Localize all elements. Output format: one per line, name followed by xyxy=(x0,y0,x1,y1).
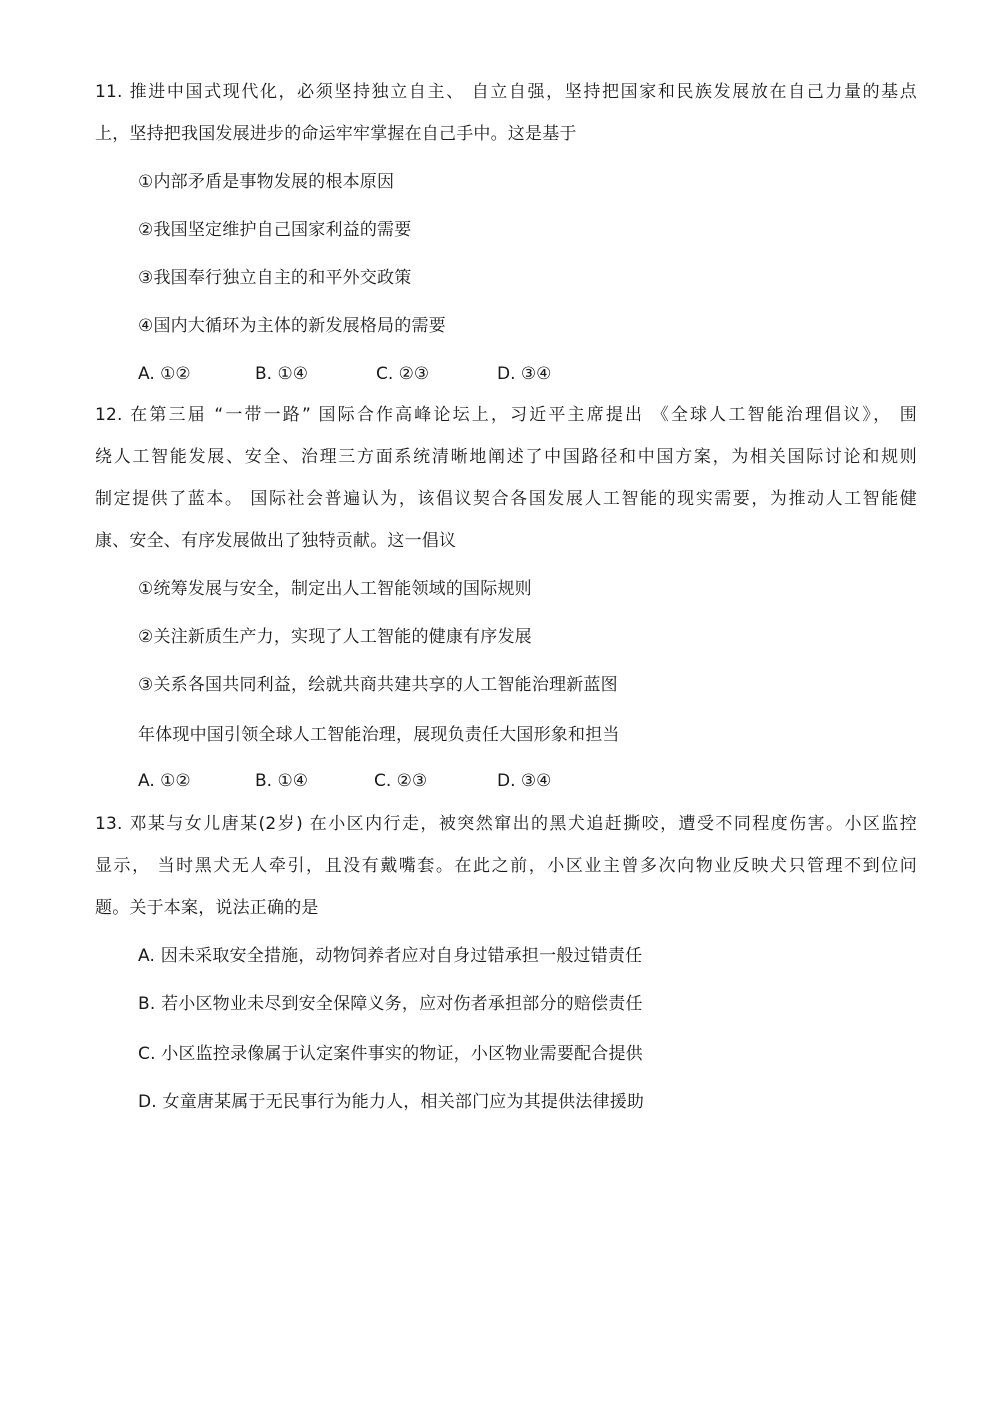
question-stem-line: 12. 在第三届 “一带一路” 国际合作高峰论坛上，习近平主席提出 《全球人工智能治理倡议》， 围 xyxy=(95,405,917,425)
statement-item: ①内部矛盾是事物发展的根本原因 xyxy=(138,172,395,192)
question-stem-line: 制定提供了蓝本。 国际社会普遍认为，该倡议契合各国发展人工智能的现实需要，为推动人工智能健 xyxy=(95,489,917,509)
choice-c: C. ②③ xyxy=(374,771,428,791)
question-stem-line: 13. 邓某与女儿唐某(2岁) 在小区内行走，被突然窜出的黑犬追赶撕咬，遭受不同程度伤害。小区监控 xyxy=(95,814,917,834)
answer-option-a: A. 因未采取安全措施，动物饲养者应对自身过错承担一般过错责任 xyxy=(138,946,643,966)
choice-b: B. ①④ xyxy=(255,364,308,384)
choice-b: B. ①④ xyxy=(255,771,308,791)
statement-item: ④国内大循环为主体的新发展格局的需要 xyxy=(138,316,446,336)
statement-item: ①统筹发展与安全，制定出人工智能领域的国际规则 xyxy=(138,579,532,599)
question-stem-line: 题。关于本案，说法正确的是 xyxy=(95,898,319,918)
statement-item: ③我国奉行独立自主的和平外交政策 xyxy=(138,268,412,288)
choice-c: C. ②③ xyxy=(376,364,430,384)
choice-d: D. ③④ xyxy=(497,364,552,384)
question-stem-line: 绕人工智能发展、安全、治理三方面系统清晰地阐述了中国路径和中国方案，为相关国际讨论和规则 xyxy=(95,447,917,467)
question-stem-line: 显示， 当时黑犬无人牵引，且没有戴嘴套。在此之前，小区业主曾多次向物业反映犬只管理不到位问 xyxy=(95,856,917,876)
answer-option-b: B. 若小区物业未尽到安全保障义务，应对伤者承担部分的赔偿责任 xyxy=(138,994,643,1014)
question-stem-line: 上，坚持把我国发展进步的命运牢牢掌握在自己手中。这是基于 xyxy=(95,124,577,144)
statement-item: 年体现中国引领全球人工智能治理，展现负责任大国形象和担当 xyxy=(138,725,620,745)
answer-option-d: D. 女童唐某属于无民事行为能力人，相关部门应为其提供法律援助 xyxy=(138,1092,645,1112)
statement-item: ②关注新质生产力，实现了人工智能的健康有序发展 xyxy=(138,627,532,647)
statement-item: ③关系各国共同利益，绘就共商共建共享的人工智能治理新蓝图 xyxy=(138,675,618,695)
answer-option-c: C. 小区监控录像属于认定案件事实的物证，小区物业需要配合提供 xyxy=(138,1044,643,1064)
choice-a: A. ①② xyxy=(138,771,191,791)
statement-item: ②我国坚定维护自己国家利益的需要 xyxy=(138,220,412,240)
choice-d: D. ③④ xyxy=(497,771,552,791)
choice-a: A. ①② xyxy=(138,364,191,384)
question-stem-line: 康、安全、有序发展做出了独特贡献。这一倡议 xyxy=(95,531,457,551)
question-stem-line: 11. 推进中国式现代化，必须坚持独立自主、 自立自强，坚持把国家和民族发展放在自己力量的基点 xyxy=(95,82,917,102)
